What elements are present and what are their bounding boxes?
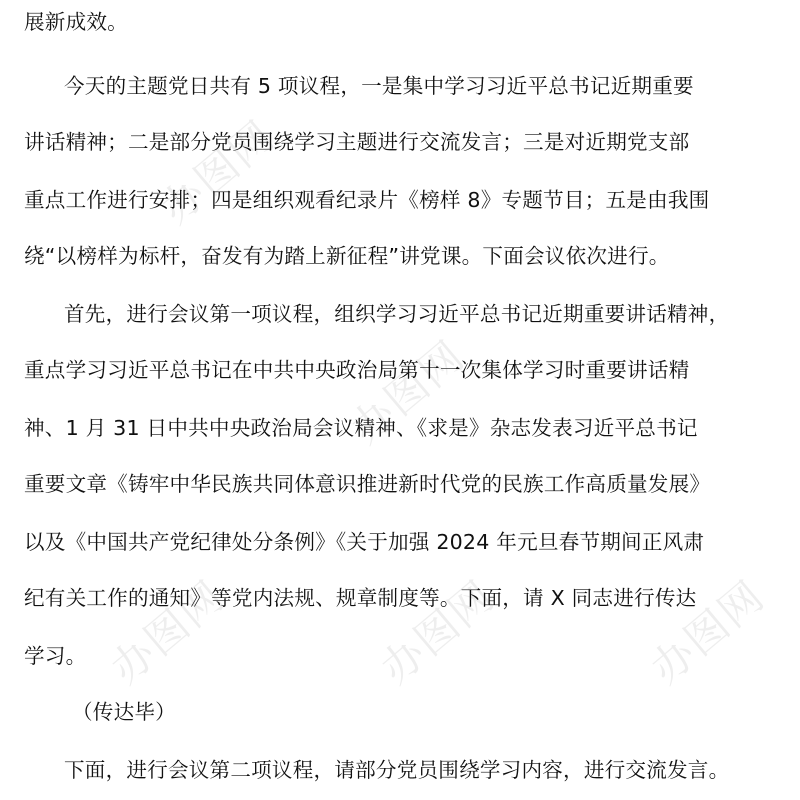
watermark-text: 办图网 (341, 330, 474, 454)
paragraph-line: 以及《中国共产党纪律处分条例》《关于加强 2024 年元旦春节期间正风肃 (24, 530, 705, 554)
paragraph-line: 展新成效。 (24, 10, 128, 34)
paragraph-line: （传达毕） (72, 700, 176, 724)
paragraph-line: 重点学习习近平总书记在中共中央政治局第十一次集体学习时重要讲话精 (24, 358, 690, 382)
paragraph-line: 重要文章《铸牢中华民族共同体意识推进新时代党的民族工作高质量发展》 (24, 472, 711, 496)
paragraph-line: 首先，进行会议第一项议程，组织学习习近平总书记近期重要讲话精神， (64, 302, 730, 326)
paragraph-line: 下面，进行会议第二项议程，请部分党员围绕学习内容，进行交流发言。 (64, 758, 730, 782)
paragraph-line: 纪有关工作的通知》等党内法规、规章制度等。下面，请 X 同志进行传达 (24, 586, 697, 610)
paragraph-line: 讲话精神；二是部分党员围绕学习主题进行交流发言；三是对近期党支部 (24, 130, 690, 154)
paragraph-line: 重点工作进行安排；四是组织观看纪录片《榜样 8》专题节目；五是由我围 (24, 188, 710, 212)
watermark-text: 办图网 (371, 570, 504, 694)
paragraph-line: 绕“以榜样为标杆，奋发有为踏上新征程”讲党课。下面会议依次进行。 (24, 244, 670, 268)
watermark-text: 办图网 (101, 570, 234, 694)
paragraph-line: 学习。 (24, 644, 87, 668)
paragraph-line: 今天的主题党日共有 5 项议程，一是集中学习习近平总书记近期重要 (64, 74, 694, 98)
watermark-text: 办图网 (641, 570, 774, 694)
paragraph-line: 神、1 月 31 日中共中央政治局会议精神、《求是》杂志发表习近平总书记 (24, 416, 698, 440)
watermark-text: 办图网 (151, 110, 284, 234)
